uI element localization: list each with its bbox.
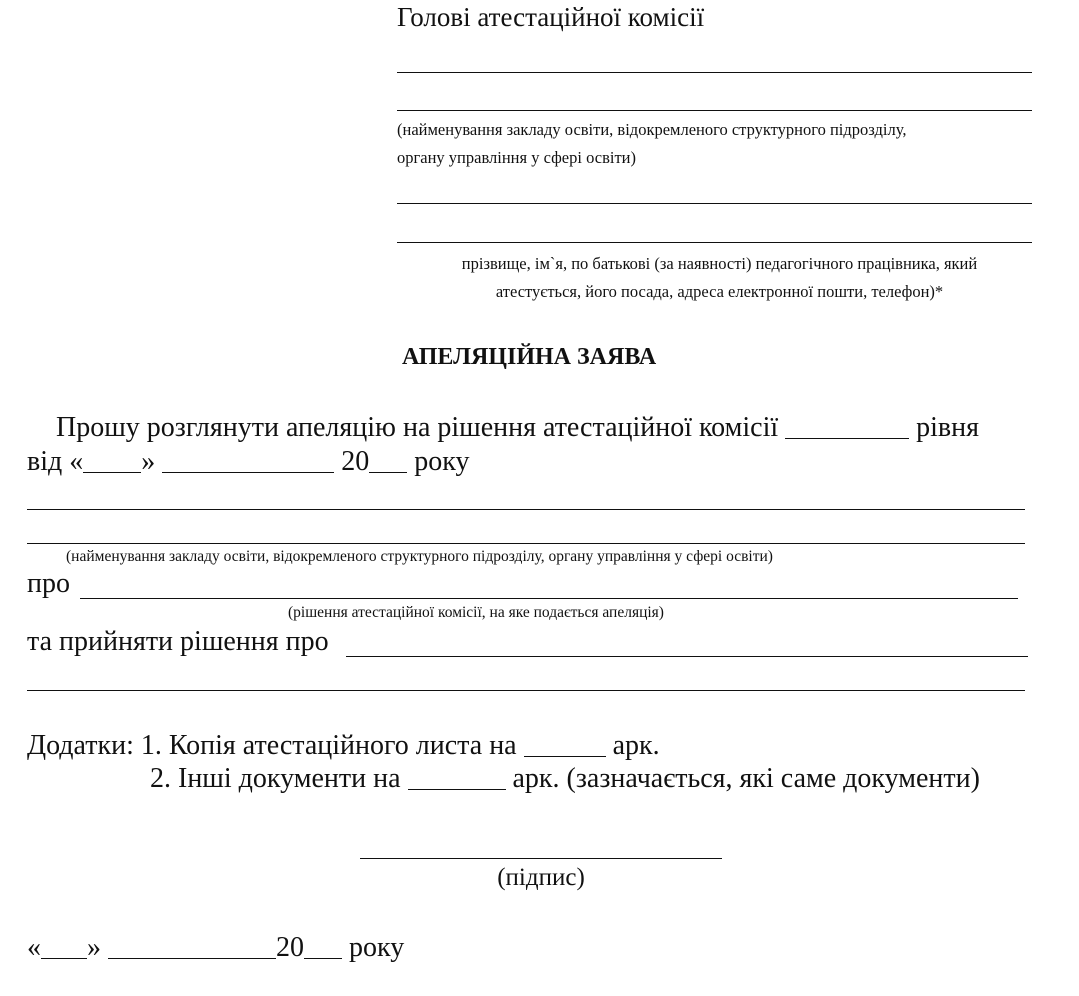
accept-line-2[interactable] bbox=[27, 690, 1025, 691]
attachment-1-pages-blank[interactable] bbox=[524, 728, 606, 757]
about-word: про bbox=[27, 568, 70, 599]
request-line bbox=[56, 410, 979, 444]
institution-caption-line2: органу управління у сфері освіти) bbox=[397, 148, 636, 167]
attachments-label: Додатки: bbox=[27, 730, 134, 761]
addressee-title: Голові атестаційної комісії bbox=[397, 2, 705, 32]
footer-year-blank[interactable] bbox=[304, 930, 342, 959]
attachment-1-suffix: арк. bbox=[612, 730, 660, 761]
person-line-1[interactable] bbox=[397, 203, 1032, 204]
person-line-2[interactable] bbox=[397, 242, 1032, 243]
institution-line-1[interactable] bbox=[397, 72, 1032, 73]
attachment-1-text: 1. Копія атестаційного листа на bbox=[140, 730, 517, 761]
footer-year-word: року bbox=[349, 932, 405, 963]
attachment-2-pages-blank[interactable] bbox=[408, 761, 506, 790]
level-blank[interactable] bbox=[785, 410, 909, 439]
request-text: Прошу розглянути апеляцію на рішення атестаційної комісії bbox=[56, 412, 779, 443]
signature-line[interactable] bbox=[360, 858, 722, 859]
body-institution-caption: (найменування закладу освіти, відокремленого структурного підрозділу, органу управління у сфері освіти) bbox=[66, 548, 773, 565]
institution-caption-line1: (найменування закладу освіти, відокремленого структурного підрозділу, bbox=[397, 120, 907, 139]
person-caption-line2: атестується, його посада, адреса електронної пошти, телефон)* bbox=[495, 282, 944, 301]
from-day-blank[interactable] bbox=[83, 444, 141, 473]
from-year-word: року bbox=[414, 446, 470, 477]
attachment-2-suffix: арк. (зазначається, які саме документи) bbox=[512, 763, 980, 794]
signature-caption: (підпис) bbox=[497, 864, 585, 891]
from-year-blank[interactable] bbox=[369, 444, 407, 473]
attachment-2-text: 2. Інші документи на bbox=[150, 763, 401, 794]
decision-caption: (рішення атестаційної комісії, на яке подається апеляція) bbox=[288, 604, 664, 621]
footer-quote-close: » bbox=[87, 932, 101, 963]
footer-year-prefix: 20 bbox=[276, 932, 304, 963]
level-word: рівня bbox=[916, 412, 980, 443]
from-word: від « bbox=[27, 446, 84, 477]
about-line[interactable] bbox=[80, 598, 1018, 599]
from-quote-close: » bbox=[141, 446, 156, 477]
accept-line-1[interactable] bbox=[346, 656, 1028, 657]
document-heading: АПЕЛЯЦІЙНА ЗАЯВА bbox=[402, 344, 657, 370]
accept-text: та прийняти рішення про bbox=[27, 626, 329, 657]
footer-month-blank[interactable] bbox=[108, 930, 276, 959]
body-institution-line-2[interactable] bbox=[27, 543, 1025, 544]
attachment-item-2 bbox=[150, 761, 980, 795]
from-month-blank[interactable] bbox=[162, 444, 334, 473]
footer-day-blank[interactable] bbox=[41, 930, 87, 959]
attachment-item-1 bbox=[27, 728, 660, 762]
footer-date-line bbox=[27, 930, 404, 964]
institution-line-2[interactable] bbox=[397, 110, 1032, 111]
body-institution-line-1[interactable] bbox=[27, 509, 1025, 510]
person-caption-line1: прізвище, ім`я, по батькові (за наявності) педагогічного працівника, який bbox=[461, 254, 978, 273]
from-year-prefix: 20 bbox=[341, 446, 370, 477]
from-date-line bbox=[27, 444, 469, 478]
footer-quote-open: « bbox=[27, 932, 41, 963]
